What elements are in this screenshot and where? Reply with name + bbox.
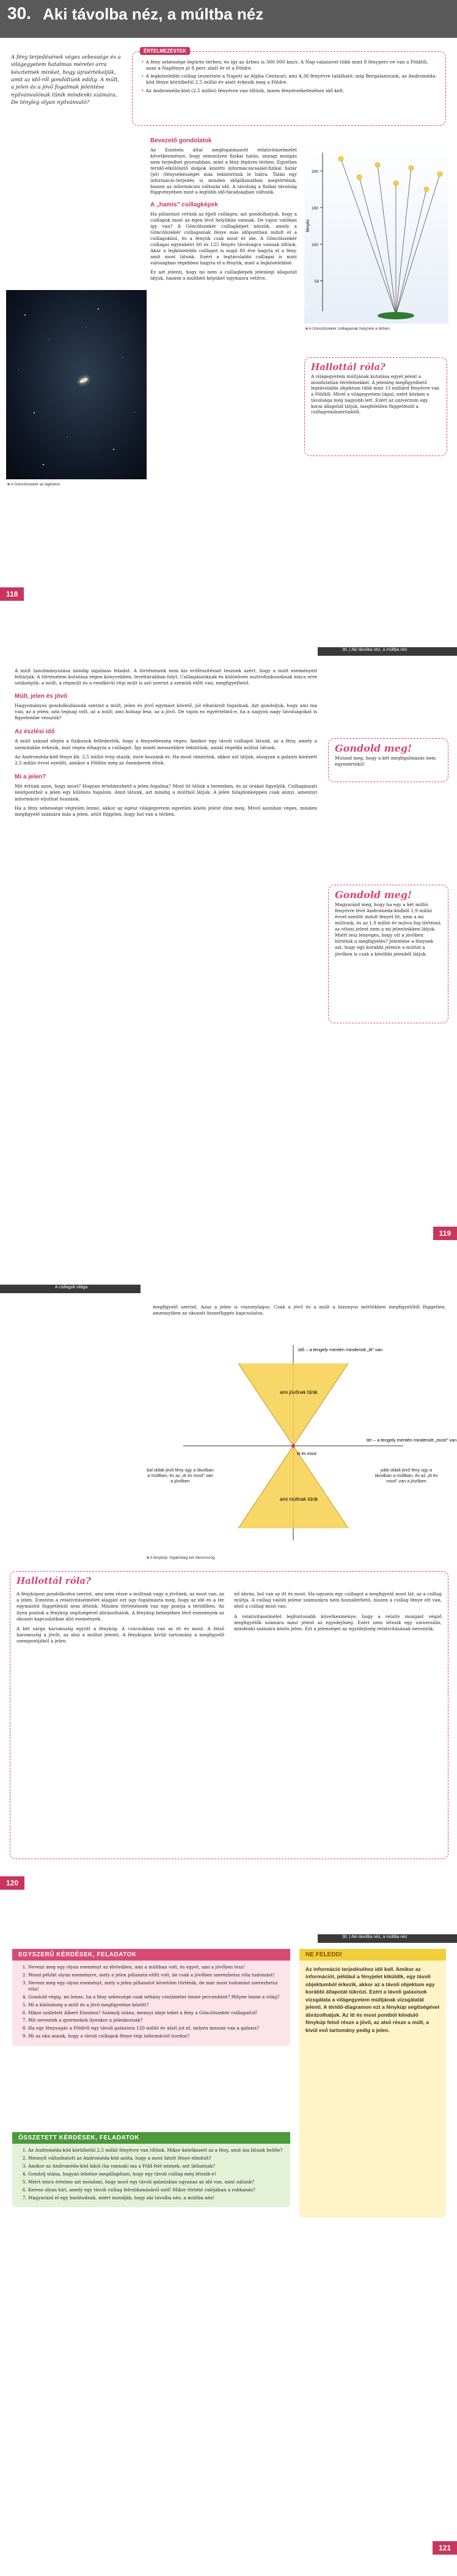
chapter-title: Aki távolba néz, a múltba néz (43, 5, 264, 23)
question-item: 5. Mi a különbség a múlt és a jövő megfigyelése között? (28, 2002, 283, 2008)
star (122, 357, 123, 358)
cone-label-now: itt és most (297, 1452, 316, 1456)
star-marker (409, 165, 414, 170)
main-column (15, 668, 317, 821)
definition-label: ÉRTELMEZÉSTEK (140, 47, 190, 55)
hallottal-title: Hallottál róla? (16, 1575, 91, 1586)
running-header: 30. | Aki távolba néz, a múltba néz (342, 648, 408, 652)
caption-diagram: ■ A Göncölszekér csillagainak helyzete a térben (305, 327, 446, 332)
lead-text: A múlt tanulmányozása mindig izgalmas feladat. A történészek nem kis erőfeszítéssel tesznek azért, hogy a múlt eseményeit feltárják. A történelem kutatása régen könyvekben, levéltárakban folyt. Csillagászoknak és különösen asztrofizikusoknak nincs erre szükségük: a múlt, a régmúlt és a rendkívül régi múlt is szó szerint a szemük előtt van, megfigyelhető. (15, 668, 317, 686)
cone-label-future: ami jövőnek tűnik (280, 1390, 318, 1395)
simple-questions-title: EGYSZERŰ KÉRDÉSEK, FELADATOK (12, 1949, 290, 1961)
here-now-point (291, 1444, 295, 1448)
hallottal-col-left (16, 1591, 224, 1645)
hallottal-text: nő ábrán, hol van az itt és most. Ha ugyanis egy csillagot a megfigyelő most lát, az a csillag múltja. A csillag valódi jelene számunkra nem hozzáférhető, hiszen a csillag fénye ott van, ahol a csillag most van. (234, 1591, 442, 1609)
hallottal-col-right (234, 1591, 442, 1632)
tick-label: 150 (312, 206, 318, 211)
cone-label-right: jobb oldali jövő fény úgy a távolban a múltban, és az „itt és most” van a jövőben (375, 1467, 438, 1484)
complex-questions-list (12, 2144, 290, 2207)
star-marker (357, 175, 362, 180)
ne-feledd-box (299, 1949, 446, 2218)
ne-feledd-text: Az információ terjedéséhez idő kell. Amikor az információt, például a fényjelet kiküldik, egy távoli objektumból érkezik, akkor az a távoli objektum egy korábbi állapotát tükrözi. Ezért a távoli galaxisok vizsgálata a világegyetem múltjának vizsgálatát jelenti. A téridő-diagramon ezt a fénykúp segítségével ábrázolhatjuk. Az itt és most pontból kiinduló fénykúp felső része a jövő, az alsó része a múlt, a kívül eső tartomány pedig a jelen. (305, 1966, 440, 2033)
question-item: 1. Az Androméda-köd körülbelül 2,5 millió fényévre van tőlünk. Mikor keletkezett az a fény, amit ma látunk belőle? (28, 2147, 283, 2153)
complex-questions-title: ÖSSZETETT KÉRDÉSEK, FELADATOK (12, 2132, 290, 2144)
cone-label-top: idő – a tengely mentén mindenütt „itt” van (298, 1347, 382, 1352)
page-number: 119 (433, 1227, 457, 1240)
question-item: 8. Ha egy fénysugár a Földről egy távoli galaxisra 120 millió év alatt jut el, milyen messze van a galaxis? (28, 2025, 283, 2031)
page-120 (0, 1281, 457, 1910)
light-cone-diagram (147, 1339, 457, 1553)
question-item: 1. Nevezz meg egy olyan eseményt az életedben, ami a múltban volt, és egyet, ami a jövőben lesz! (28, 1964, 283, 1970)
page-119 (0, 644, 457, 1260)
page-number: 118 (0, 587, 24, 601)
question-item: 5. Miért nincs értelme azt mondani, hogy most egy távoli galaxisban ugyanaz az idő van, mint nálunk? (28, 2179, 283, 2185)
gondold-text: Magyarázd meg, hogy ha egy a két millió fényévre lévő Androméda-ködből 1,9 millió évvel ezelőtt indult fényét itt, nem a mi múltunk, és az 1,9 millió év múlva fog történni, az ottani jelent nem a mi jelenünkben látjuk. Miért lesz lényeges, hogy ott a jövőben történik a megfigyelés? Jelentése a fénynek azt, hogy egy korábbi jelenre a múltat a jövőben is csak a későbbi jelenből látjuk. (335, 902, 442, 957)
section-text: Hagyományos gondolkodásunk szerint a múlt, jelen és jövő egymást követő, jól elhatárolt fogalmak. Azt gondoljuk, hogy ami ma van, az a jelen; ami tegnap volt, az a múlt; ami holnap lesz, az a jövő. De vajon ez egyértelmű-e, ha a nagyon nagy távolságokat is figyelembe vesszük? (15, 702, 317, 721)
ne-feledd-title: NE FELEDD! (299, 1949, 446, 1961)
question-item: 7. Magyarázd el egy barátodnak, miért mondják, hogy aki távolba néz, a múltba néz! (28, 2195, 283, 2201)
axis-label: fényév (306, 219, 310, 232)
gondold-title: Gondold meg! (335, 889, 412, 901)
distance-diagram-svg (304, 140, 448, 324)
intro-text: A fény terjedésének véges sebessége és a világegyetem hatalmas méretei arra késztetnek minket, hogy újraértékeljük, amit az idő-ről gondoltunk eddig. A múlt, a jelen és a jövő fogalmak jelentése nyilvánvalónak tűnik mindenki számára. De tényleg olyan nyilvánvaló? (11, 54, 121, 106)
star-marker (338, 156, 343, 161)
hallottal-text: A két sárga háromszög együtt a fénykúp. A csúcsukban van az itt és most. A felső háromszög a jövőt, az alsó a múltat jelenti. A fénykúpon kívüli tartomány a megfigyelő szempontjából a jelen. (16, 1626, 224, 1644)
gondold-title: Gondold meg! (335, 742, 412, 754)
question-item: 6. Keress olyan hírt, amely egy távoli csillag felrobbanásáról szól! Mikor történt valójában a robbanás? (28, 2187, 283, 2193)
question-item: 3. Amikor az Androméda-köd lakói (ha vannak) ma a Föld felé néznek, mit láthatnak? (28, 2163, 283, 2169)
section-title-jelen: Mi a jelen? (15, 774, 46, 781)
section-text: Ha pillantást vetünk az éjjeli csillagra, azt gondolhatjuk, hogy a csillagok most az égen lévő helyükön vannak. De vajon valóban így van? A Göncölszekér csillagképet nézzük, amely a Göncölszekér csillagainak fénye más időpontban indult el a csillagokból, és a fényük csak most ér ide. A Göncölszekér csillagai egyenként 60 és 125 fényév távolságra vannak tőlünk. Akár a legközelebbi csillagot is majd 80 éve hagyta el a fény, amit most látunk. Ezért a legtávolabbi csillagai is mint valóságban régebben hagyta el a fényük, mint a legközelebbié. (150, 211, 297, 266)
definition-item: • Az Androméda-köd (2,5 millió) fényévre van tőlünk, innen fényérzékeléséhez idő kell. (141, 88, 439, 94)
star (113, 449, 114, 450)
question-item: 7. Mit neveztek a gyermekek ilyenkor a jelenkornak? (28, 2017, 283, 2023)
star-marker (424, 187, 429, 192)
star-marker (375, 162, 380, 167)
star-marker (393, 181, 398, 186)
diagram-background (304, 140, 448, 324)
page-gap (0, 623, 457, 644)
star (24, 314, 26, 316)
star (34, 412, 35, 413)
page-gap (0, 1260, 457, 1281)
section-text: Mit értünk azon, hogy most? Hogyan értelmezhető a jelen fogalma? Most itt ülünk a teremben, és az órákat figyeljük. Csillagászati nézőpontból a jelen egy különös fogalom. Amit látunk, azt mindig a múltból látjuk. A jelen tulajdonképpen csak annyi, amennyi információ eljuthat hozzánk. (15, 783, 317, 802)
big-dipper-distance-diagram (304, 140, 448, 324)
simple-questions-list (12, 1961, 290, 2046)
hallottal-box (10, 1571, 448, 1859)
question-item: 2. Mennyit változhatott az Androméda-köd azóta, hogy a most látott fénye elindult? (28, 2155, 283, 2161)
running-header: 30. | Aki távolba néz, a múltba néz (342, 1935, 408, 1939)
hallottal-text: A fénykúpon gondolkodva szerint, ami nem része a múltnak vagy a jövőnek, az most van, az a jelen. Einstein a relativitáselmélet alapján ezt úgy fogalmazta meg, hogy az idő és a tér egymástól függetlenül nem létezik. Minden történésnek van egy pontja a téridőben. Az ilyen pontok a fénykúp segítségével ábrázolhatók. A fénykúp belsejében lévő események az okozati kapcsolatban álló események. (16, 1591, 224, 1622)
page-number: 121 (433, 2541, 457, 2555)
page-118 (0, 0, 457, 623)
section-text: Az Einstein által megfogalmazott relativitáselmélet következménye, hogy semmilyen fizikai hatás, anyagi mozgás nem terjedhet gyorsabban, mint a fény légüres térben. Egyetlen téridő-elkülönítő dolgok közötti információcsalád-fizikai határ (jel) (fénysebességet más tekintetünk le hátra. Talán egy információ-terjedés is minden időpillanatban megtörténik, hiszen az információs változás idő. A távolság a fizikai távolság függvényében mint a legtöbb idő-fáradságban változik. (150, 147, 297, 195)
star (18, 369, 19, 370)
light-cone-svg (147, 1339, 457, 1553)
star-marker (437, 172, 442, 176)
caption-sky: ■ A Göncölszekér az égbolton (7, 482, 60, 487)
page-number: 120 (0, 1876, 24, 1890)
galaxy-glow (79, 377, 88, 383)
hallottal-box (304, 357, 447, 456)
cone-label-left: bal oldali jövő fény úgy a távolban a múltban, és az „itt és most” van a jövőben (147, 1467, 214, 1484)
simple-questions-box (12, 1949, 290, 2046)
cone-label-past: ami múltnak tűnik (280, 1497, 318, 1502)
hallottal-title: Hallottál róla? (311, 361, 386, 372)
cone-label-axis: tér – a tengely mentén mindenütt „most” van (367, 1437, 457, 1443)
section-text: Ez azt jelenti, hogy mi nem a csillagképek jelenlegi állapotát látjuk, hanem a múltbeli képüket egymásra vetítve. (150, 269, 297, 281)
complex-questions-box (12, 2132, 290, 2207)
question-item: 4. Gondold végig, mi lenne, ha a fény sebessége csak néhány centiméter lenne percenként? Milyen lenne a világ? (28, 1994, 283, 2000)
running-header: A csillagok világa (55, 1285, 88, 1290)
hallottal-text: A relativitáselmélet legfontosabb következménye, hogy a relatív mozgást végző megfigyelők számára mást jelent az egyidejűség. Ezért nem létezik egy univerzális, mindenki számára közös jelen. Ezt a jelenséget az egyidejűség relativitásának nevezzük. (234, 1613, 442, 1632)
gondold-text: Mutasd meg, hogy a két megfigalmazás nem egyenértékű! (335, 755, 436, 767)
earth-marker (378, 312, 414, 319)
past-cone (238, 1446, 348, 1528)
future-cone (238, 1363, 348, 1446)
section-title-eszlelesi: Az észlési idő (15, 728, 55, 736)
definition-box (132, 48, 446, 126)
section-title-hamis: A „hamis” csillagképek (150, 201, 218, 209)
section-title-bevezeto: Bevezető gondolatok (150, 137, 212, 144)
question-item: 4. Gondolj utána, hogyan lehetne megállapítani, hogy egy távoli csillag még létezik-e! (28, 2171, 283, 2177)
gondold-box-2 (328, 885, 448, 1023)
section-text: Az Androméda-köd fénye kb. 2,5 millió évig utazik, mire hozzánk ér. Ha most ránézünk, akkor azt látjuk, ahogyan a galaxis kinézett 2,5 millió évvel ezelőtt, amikor a Földön még az ősemberek éltek. (15, 753, 317, 766)
section-text: Ha a fény sebessége végtelen lenne, akkor az egész világegyetem egyetlen közös jelent élne meg. Mivel azonban véges, minden megfigyelő számára más a jelen, attól függően, hogy hol van a térben. (15, 805, 317, 818)
question-item: 3. Nevezz meg egy olyan eseményt, mely a jelen pillanatot követően történik, de már most tudomást szerezhetsz róla! (28, 1980, 283, 1992)
tick-label: 200 (312, 170, 318, 174)
big-dipper-photo (6, 290, 147, 479)
section-title-mult: Múlt, jelen és jövő (15, 692, 68, 700)
page-121 (0, 1931, 457, 2572)
tick-label: 100 (312, 243, 318, 247)
question-item: 6. Mikor született Albert Einstein? Számolj utána, mennyi ideje lehet a fény a Göncölszekér csillagaitól! (28, 2010, 283, 2016)
star (134, 412, 135, 413)
top-text: megfigyelő szerint. Azaz a jelen is viszonylagos. Csak a jövő és a múlt a bizonyos mértékben megfigyelőtől független, amennyiben az okozati összefüggés kapcsolatos. (153, 1304, 446, 1316)
definition-item: • A legközelebbi csillag (eszerinte a Napot) az Alpha Centauri, ami 4,36 fényévre található; míg Bergalaxisunk, az Androméda-köd fénye körülbelül 2,5 millió év alatt érkezik meg a Földre. (141, 73, 439, 85)
definition-item: • A fény sebessége légüres térben, és így az űrben is 300 000 km/s. A Nap valamivel több mint 8 fényperc-re van a Földtől, azaz a Napfénye jó 8 perc alatt ér el a Földre. (141, 59, 439, 71)
tick-label: 50 (315, 280, 320, 284)
page-gap (0, 1910, 457, 1931)
main-column (150, 137, 297, 285)
question-item: 2. Mond példát olyan eseményre, mely a jelen pillanata előtt volt, de csak a jövőben szerezhetsz róla tudomást! (28, 1972, 283, 1978)
chapter-number: 30. (7, 4, 31, 23)
star (98, 308, 99, 310)
hallottal-text: A világegyetem múltjának kutatása egyet jelent a mozdulatlan térelemekkel. A jelenleg megfigyelhető legtávolabbi objektum több mint 13 milliárd fényévre van a Földtől. Mivel a világegyetem tágul, ezért közben a távolsága még nagyobb lett. Ezért az univerzum egy korai állapotát látjuk, megfelelően függetlenül a csillagrendszerünktől. (311, 374, 439, 415)
star (43, 464, 44, 465)
section-text: A múlt század elején a fizikusok felfedezték, hogy a fénysebesség véges. Amikor egy távoli csillagot látunk, az a fény, amely a szemünkbe érkezik, már régen elhagyta a csillagot. Így minél messzebbre tekintünk, annál régebbi múltat látunk. (15, 738, 317, 750)
caption-cone: ■ A fénykúp: fogalmilag két háromszög (147, 1556, 215, 1561)
gondold-box (328, 738, 448, 782)
question-item: 9. Mi az oka annak, hogy a távoli csillagok fénye régi információt hordoz? (28, 2033, 283, 2039)
